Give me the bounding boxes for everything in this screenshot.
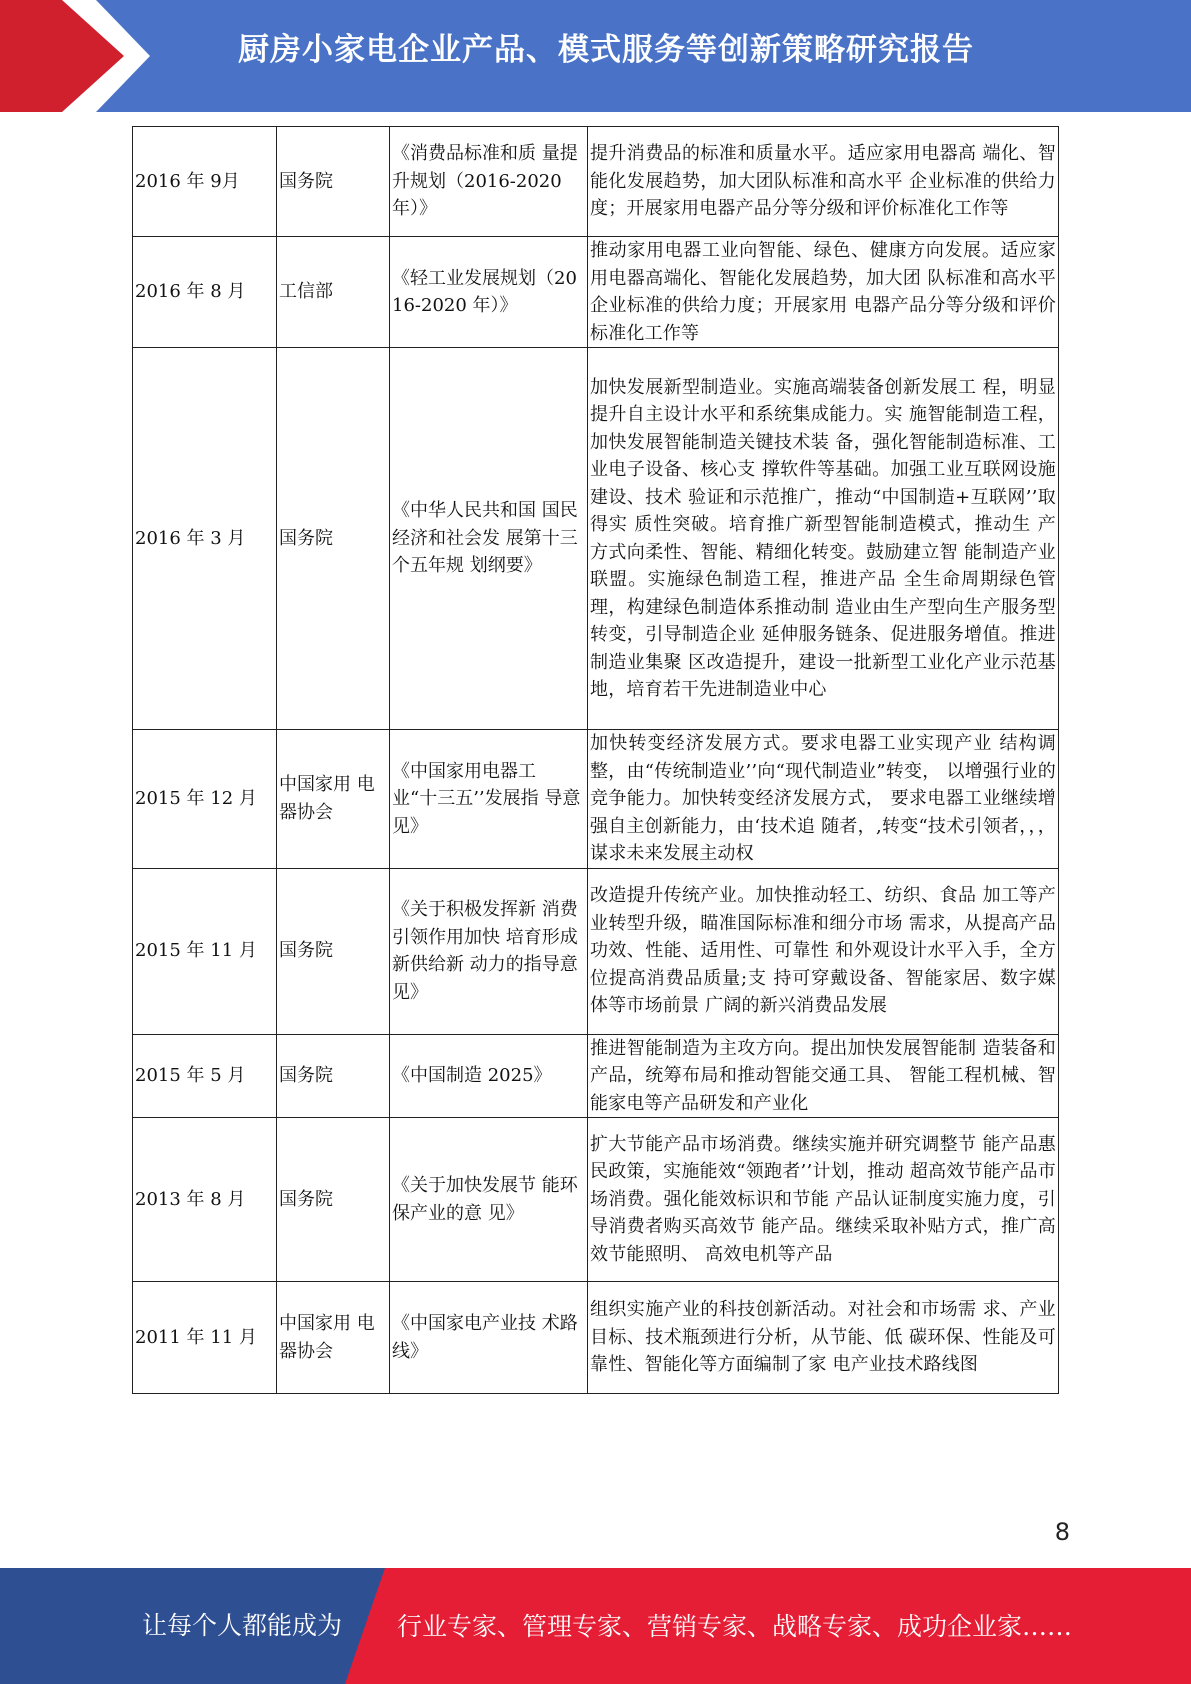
row-content: 改造提升传统产业。加快推动轻工、纺织、食品 加工等产业转型升级，瞄准国际标准和细分市场 需求，从提高产品功效、性能、适用性、可靠性 和外观设计水平入手，全方位提高消费品质量;支 持可穿戴设备、智能家居、数字媒体等市场前景 广阔的新兴消费品发展 <box>588 868 1059 1034</box>
table-row <box>133 348 1059 730</box>
row-document: 《中华人民共和国 国民经济和社会发 展第十三个五年规 划纲要》 <box>390 348 588 730</box>
table-row <box>133 730 1059 869</box>
row-document: 《中国家电产业技 术路线》 <box>390 1282 588 1394</box>
row-date: 2015 年 5 月 <box>133 1034 277 1118</box>
table-row <box>133 127 1059 237</box>
row-agency: 国务院 <box>277 348 390 730</box>
row-date: 2016 年 3 月 <box>133 348 277 730</box>
row-content: 推动家用电器工业向智能、绿色、健康方向发展。适应家用电器高端化、智能化发展趋势，加大团 队标准和高水平企业标准的供给力度；开展家用 电器产品分等分级和评价标准化工作等 <box>588 237 1059 348</box>
footer-slogan-right: 行业专家、管理专家、营销专家、战略专家、成功企业家…… <box>397 1612 1073 1641</box>
row-content: 提升消费品的标准和质量水平。适应家用电器高 端化、智能化发展趋势，加大团队标准和高水平 企业标准的供给力度；开展家用电器产品分等分级和评价标准化工作等 <box>588 127 1059 237</box>
table-row <box>133 1034 1059 1118</box>
row-date: 2016 年 9月 <box>133 127 277 237</box>
row-content: 加快转变经济发展方式。要求电器工业实现产业 结构调整，由“传统制造业’’向“现代制造业”转变， 以增强行业的竞争能力。加快转变经济发展方式， 要求电器工业继续增强自主创新能力，由‘技术追 随者，,转变“技术引领者，，，谋求未来发展主动权 <box>588 730 1059 869</box>
row-content: 扩大节能产品市场消费。继续实施并研究调整节 能产品惠民政策，实施能效“领跑者’’计划，推动 超高效节能产品市场消费。强化能效标识和节能 产品认证制度实施力度，引导消费者购买高效节 能产品。继续采取补贴方式，推广高效节能照明、 高效电机等产品 <box>588 1118 1059 1282</box>
row-document: 《中国制造 2025》 <box>390 1034 588 1118</box>
table-row <box>133 1282 1059 1394</box>
row-agency: 国务院 <box>277 868 390 1034</box>
row-document: 《中国家用电器工 业“十三五’’发展指 导意见》 <box>390 730 588 869</box>
row-agency: 工信部 <box>277 237 390 348</box>
row-date: 2011 年 11 月 <box>133 1282 277 1394</box>
row-date: 2015 年 11 月 <box>133 868 277 1034</box>
row-agency: 中国家用 电器协会 <box>277 1282 390 1394</box>
report-title: 厨房小家电企业产品、模式服务等创新策略研究报告 <box>238 32 974 68</box>
table-row <box>133 237 1059 348</box>
row-agency: 国务院 <box>277 127 390 237</box>
row-document: 《消费品标准和质 量提升规划（2016-2020 年）》 <box>390 127 588 237</box>
row-date: 2016 年 8 月 <box>133 237 277 348</box>
table-row <box>133 1118 1059 1282</box>
page-footer <box>0 1568 1191 1684</box>
row-content: 组织实施产业的科技创新活动。对社会和市场需 求、产业目标、技术瓶颈进行分析，从节能、低 碳环保、性能及可靠性、智能化等方面编制了家 电产业技术路线图 <box>588 1282 1059 1394</box>
row-date: 2013 年 8 月 <box>133 1118 277 1282</box>
row-document: 《关于加快发展节 能环保产业的意 见》 <box>390 1118 588 1282</box>
table-row <box>133 868 1059 1034</box>
page-header <box>0 0 1191 112</box>
row-content: 加快发展新型制造业。实施高端装备创新发展工 程，明显提升自主设计水平和系统集成能力。实 施智能制造工程，加快发展智能制造关键技术装 备，强化智能制造标准、工业电子设备、核心支 撑软件等基础。加强工业互联网设施建设、技术 验证和示范推广，推动“中国制造+互联网’’取得实 质性突破。培育推广新型智能制造模式，推动生 产方式向柔性、智能、精细化转变。鼓励建立智 能制造产业联盟。实施绿色制造工程，推进产品 全生命周期绿色管理，构建绿色制造体系推动制 造业由生产型向生产服务型转变，引导制造企业 延伸服务链条、促进服务增值。推进制造业集聚 区改造提升，建设一批新型工业化产业示范基地，培育若干先进制造业中心 <box>588 348 1059 730</box>
row-document: 《轻工业发展规划（2016-2020 年）》 <box>390 237 588 348</box>
footer-slogan-left: 让每个人都能成为 <box>142 1611 343 1640</box>
row-date: 2015 年 12 月 <box>133 730 277 869</box>
policy-table <box>132 126 1059 1394</box>
row-content: 推进智能制造为主攻方向。提出加快发展智能制 造装备和产品，统筹布局和推动智能交通工具、 智能工程机械、智能家电等产品研发和产业化 <box>588 1034 1059 1118</box>
row-agency: 中国家用 电器协会 <box>277 730 390 869</box>
row-agency: 国务院 <box>277 1034 390 1118</box>
row-document: 《关于积极发挥新 消费引领作用加快 培育形成新供给新 动力的指导意见》 <box>390 868 588 1034</box>
row-agency: 国务院 <box>277 1118 390 1282</box>
page-number: 8 <box>1054 1518 1070 1546</box>
